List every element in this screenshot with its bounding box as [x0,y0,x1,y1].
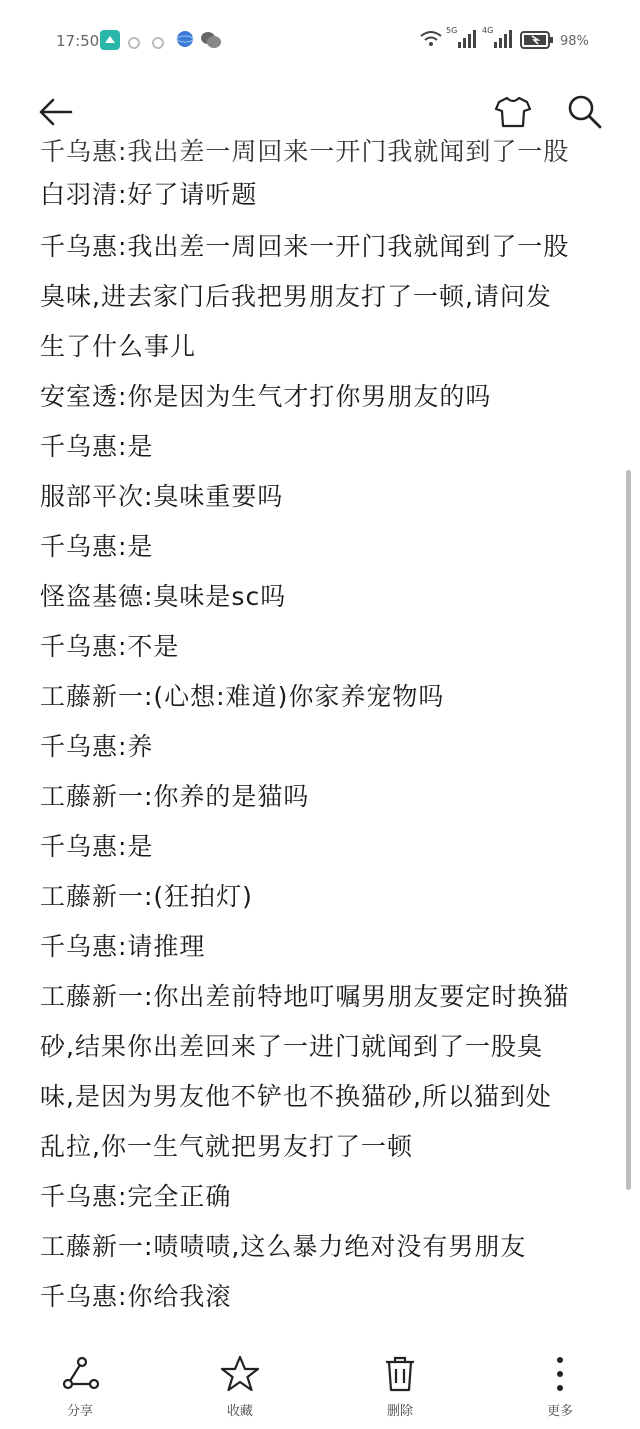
text-line: 臭味,进去家门后我把男朋友打了一顿,请问发 [40,282,552,311]
text-line: 千乌惠:是 [40,832,154,861]
text-line: 味,是因为男友他不铲也不换猫砂,所以猫到处 [40,1082,552,1111]
note-content[interactable] [0,135,640,1325]
favorite-label: 收藏 [226,1404,253,1419]
delete-label: 删除 [386,1404,413,1419]
network-5g-label: 5G [446,26,458,35]
text-line: 工藤新一:(心想:难道)你家养宠物吗 [40,682,445,711]
text-line: 怪盗基德:臭味是sc吗 [40,582,287,611]
trash-icon [380,1354,420,1394]
text-line: 千乌惠:请推理 [40,932,206,961]
text-line: 千乌惠:完全正确 [40,1182,232,1211]
status-bar [0,0,640,80]
scrollbar[interactable] [626,470,631,1190]
more-vertical-icon [540,1354,580,1394]
dot-notification-icon [128,34,140,54]
share-button[interactable] [35,1340,125,1420]
battery-percent: 98% [560,34,589,49]
text-line: 千乌惠:养 [40,732,154,761]
share-icon [60,1354,100,1394]
text-line: 服部平次:臭味重要吗 [40,482,284,511]
text-line: 生了什么事儿 [40,332,197,361]
text-line: 千乌惠:是 [40,532,154,561]
more-button[interactable] [515,1340,605,1420]
text-line: 千乌惠:不是 [40,632,180,661]
battery-icon [520,30,554,50]
status-time: 17:50 [56,32,100,50]
text-line: 砂,结果你出差回来了一进门就闻到了一股臭 [40,1032,543,1061]
globe-notification-icon [176,30,194,50]
more-label: 更多 [546,1404,573,1419]
text-line-cut: 千乌惠:我出差一周回来一开门我就闻到了一股 [40,137,570,166]
search-icon [567,94,603,130]
text-line: 工藤新一:啧啧啧,这么暴力绝对没有男朋友 [40,1232,527,1261]
text-line: 工藤新一:(狂拍灯) [40,882,253,911]
favorite-button[interactable] [195,1340,285,1420]
app-notification-icon [100,30,120,50]
delete-button[interactable] [355,1340,445,1420]
star-icon [220,1354,260,1394]
wifi-icon [420,30,442,50]
arrow-left-icon [37,97,73,127]
dot-notification-icon-2 [152,34,164,54]
text-line: 千乌惠:我出差一周回来一开门我就闻到了一股 [40,232,570,261]
text-line: 乱拉,你一生气就把男友打了一顿 [40,1132,413,1161]
text-line: 白羽清:好了请听题 [40,180,258,209]
network-4g-label: 4G [482,26,494,35]
text-line: 工藤新一:你出差前特地叮嘱男朋友要定时换猫 [40,982,570,1011]
text-line: 千乌惠:你给我滚 [40,1282,232,1311]
share-label: 分享 [66,1404,93,1419]
text-line: 安室透:你是因为生气才打你男朋友的吗 [40,382,492,411]
wechat-icon [200,30,222,50]
tshirt-icon [495,96,531,128]
text-line: 工藤新一:你养的是猫吗 [40,782,310,811]
text-line: 千乌惠:是 [40,432,154,461]
bottom-toolbar [0,1340,640,1429]
